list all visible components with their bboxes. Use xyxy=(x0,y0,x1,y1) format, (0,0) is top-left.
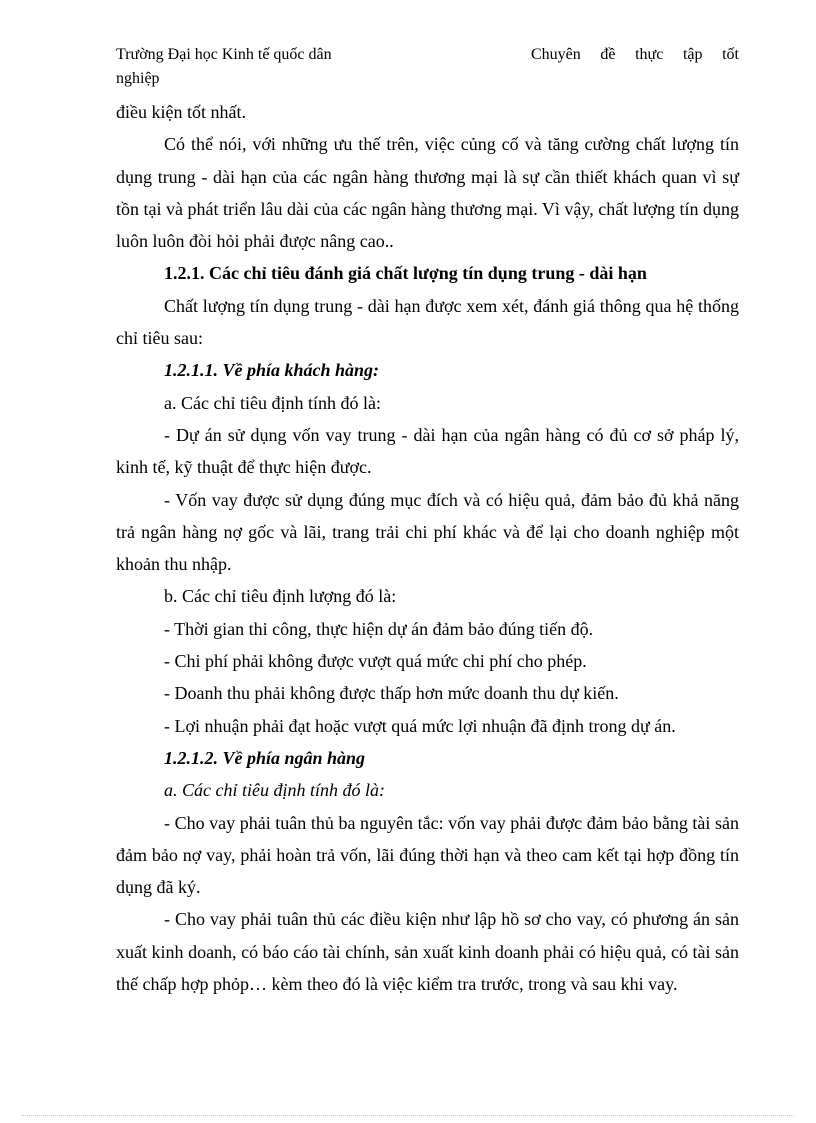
header-wrap-text: nghiệp xyxy=(116,70,160,87)
paragraph: điều kiện tốt nhất. xyxy=(116,102,246,122)
paragraph: a. Các chỉ tiêu định tính đó là: xyxy=(164,780,385,801)
paragraph: b. Các chỉ tiêu định lượng đó là: xyxy=(164,586,397,607)
section-heading: 1.2.1.1. Về phía khách hàng: xyxy=(164,360,380,381)
paragraph: a. Các chỉ tiêu định tính đó là: xyxy=(164,392,381,413)
header-word: Chuyên xyxy=(531,46,581,63)
header-school-name: Trường Đại học Kinh tế quốc dân xyxy=(116,46,332,63)
header-report-title xyxy=(531,44,739,66)
header-word: thực xyxy=(635,46,664,63)
document-body xyxy=(116,96,739,1000)
paragraph: Chất lượng tín dụng trung - dài hạn được xem xét, đánh giá thông qua hệ thống chỉ tiêu sau: xyxy=(116,295,739,349)
header-word: tốt xyxy=(722,46,739,63)
paragraph: Có thể nói, với những ưu thế trên, việc củng cố và tăng cường chất lượng tín dụng trung - dài hạn của các ngân hàng thương mại là sự cần thiết khách quan vì sự tồn tại và phát triển lâu dài của các ngân hàng thương mại. Vì vậy, chất lượng tín dụng luôn luôn đòi hỏi phải được nâng cao.. xyxy=(116,134,739,252)
paragraph: - Vốn vay được sử dụng đúng mục đích và có hiệu quả, đảm bảo đủ khả năng trả ngân hàng nợ gốc và lãi, trang trải chi phí khác và để lại cho doanh nghiệp một khoản thu nhập. xyxy=(116,489,739,575)
header-word: tập xyxy=(682,46,703,63)
paragraph: - Cho vay phải tuân thủ các điều kiện như lập hồ sơ cho vay, có phương án sản xuất kinh doanh, có báo cáo tài chính, sản xuất kinh doanh phải có hiệu quả, có tài sản thế chấp hợp phỏp… kèm theo đó là việc kiểm tra trước, trong và sau khi vay. xyxy=(116,909,739,995)
paragraph: - Dự án sử dụng vốn vay trung - dài hạn của ngân hàng có đủ cơ sở pháp lý, kinh tế, kỹ thuật để thực hiện được. xyxy=(116,424,739,478)
paragraph: - Thời gian thi công, thực hiện dự án đảm bảo đúng tiến độ. xyxy=(164,618,594,639)
section-heading: 1.2.1.2. Về phía ngân hàng xyxy=(164,747,366,768)
page-bottom-divider xyxy=(22,1115,794,1116)
paragraph: - Lợi nhuận phải đạt hoặc vượt quá mức lợi nhuận đã định trong dự án. xyxy=(164,715,676,736)
paragraph: - Chi phí phải không được vượt quá mức chi phí cho phép. xyxy=(164,651,587,672)
paragraph: - Cho vay phải tuân thủ ba nguyên tắc: vốn vay phải được đảm bảo bằng tài sản đảm bảo nợ vay, phải hoàn trả vốn, lãi đúng thời hạn và theo cam kết tại hợp đồng tín dụng đã ký. xyxy=(116,812,739,898)
section-heading: 1.2.1. Các chỉ tiêu đánh giá chất lượng tín dụng trung - dài hạn xyxy=(164,263,647,284)
header-word: đề xyxy=(600,46,616,63)
paragraph: - Doanh thu phải không được thấp hơn mức doanh thu dự kiến. xyxy=(164,683,619,704)
